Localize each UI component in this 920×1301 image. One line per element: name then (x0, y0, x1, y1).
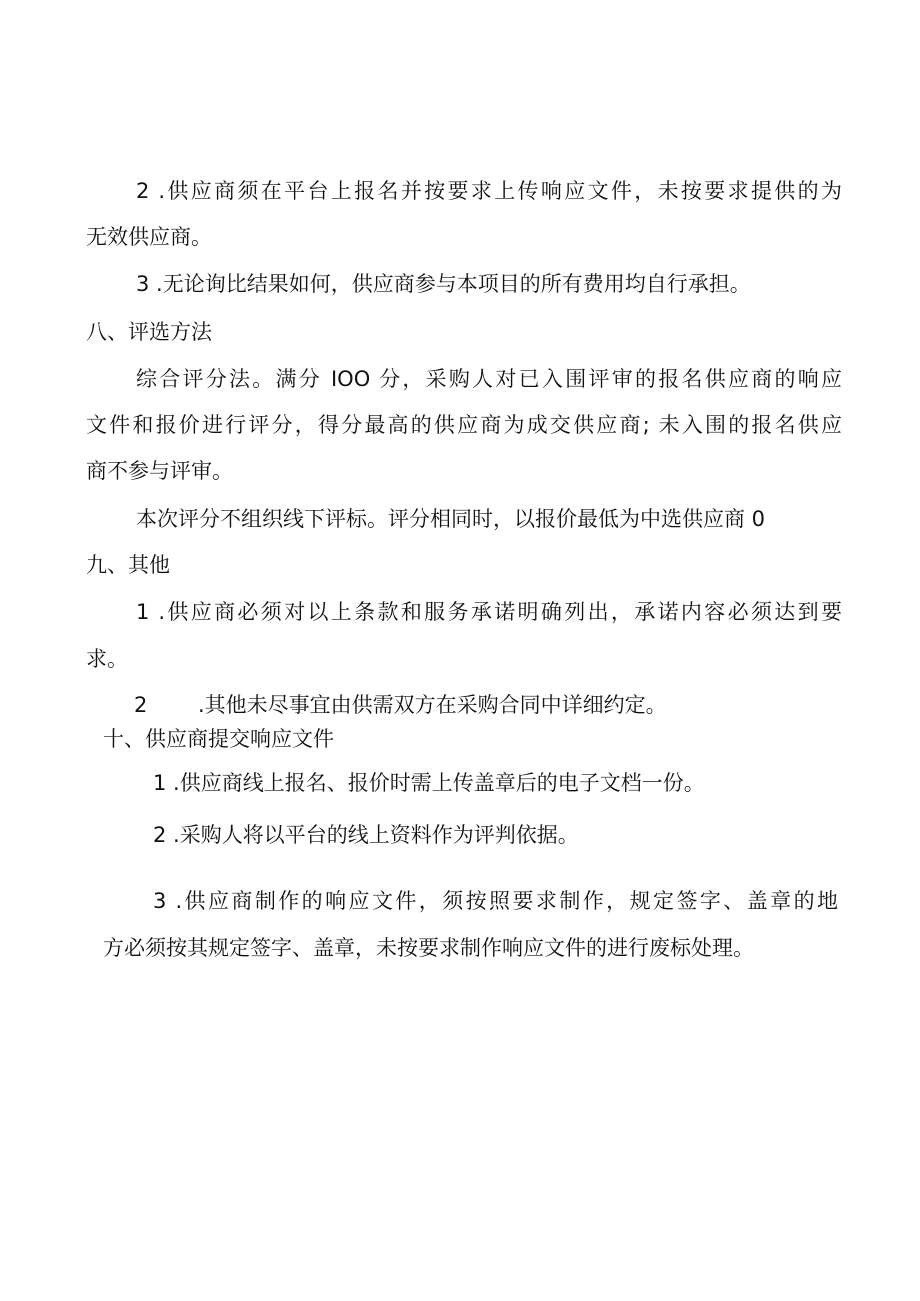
s9-item2-number: 2 (134, 693, 148, 717)
s8-para2: 本次评分不组织线下评标。评分相同时，以报价最低为中选供应商 0 (136, 507, 766, 531)
s9-item1-line2: 求。 (86, 647, 128, 671)
s8-heading: 八、评选方法 (86, 320, 212, 344)
s10-item3-line1: 3 .供应商制作的响应文件，须按照要求制作，规定签字、盖章的地 (153, 889, 838, 913)
s8-para1-line3: 商不参与评审。 (86, 459, 233, 483)
s10-item2: 2 .采购人将以平台的线上资料作为评判依据。 (153, 823, 579, 847)
s8-para1-line2: 文件和报价进行评分，得分最高的供应商为成交供应商; 未入围的报名供应 (86, 413, 842, 437)
s10-item1: 1 .供应商线上报名、报价时需上传盖章后的电子文档一份。 (153, 771, 705, 795)
s7-item3: 3 .无论询比结果如何，供应商参与本项目的所有费用均自行承担。 (136, 272, 751, 296)
s7-item2-line2: 无效供应商。 (86, 225, 212, 249)
s9-item2-text: .其他未尽事宜由供需双方在采购合同中详细约定。 (198, 693, 667, 717)
s8-para1-line1: 综合评分法。满分 IOO 分，采购人对已入围评审的报名供应商的响应 (136, 367, 842, 391)
s7-item2-line1: 2 .供应商须在平台上报名并按要求上传响应文件，未按要求提供的为 (136, 179, 842, 203)
s9-heading: 九、其他 (86, 553, 170, 577)
s9-item1-line1: 1 .供应商必须对以上条款和服务承诺明确列出，承诺内容必须达到要 (136, 600, 842, 624)
s10-item3-line2: 方必须按其规定签字、盖章，未按要求制作响应文件的进行废标处理。 (103, 936, 754, 960)
s10-heading: 十、供应商提交响应文件 (103, 727, 334, 751)
